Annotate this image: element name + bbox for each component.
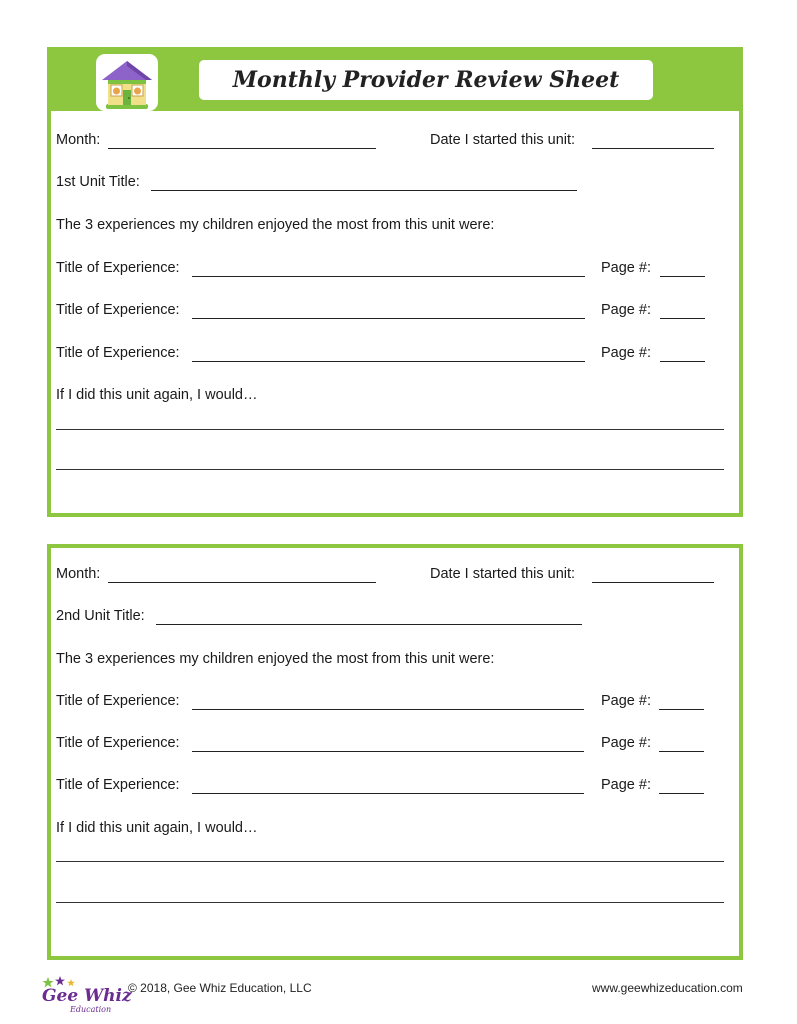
- unit-again-line-2[interactable]: [56, 469, 724, 470]
- page-number-label: Page #:: [601, 302, 651, 318]
- experiences-intro-text: The 3 experiences my children enjoyed the most from this unit were:: [56, 217, 495, 233]
- review-section-1: [47, 47, 743, 517]
- experience-title-field[interactable]: [192, 709, 584, 710]
- experience-title-label: Title of Experience:: [56, 302, 180, 318]
- experiences-intro: [51, 217, 739, 239]
- review-section-2: [47, 544, 743, 960]
- copyright-text: © 2018, Gee Whiz Education, LLC: [128, 981, 312, 995]
- brand-subtitle: Education: [70, 1005, 112, 1014]
- page-number-label: Page #:: [601, 777, 651, 793]
- page-number-field[interactable]: [659, 751, 704, 752]
- experience-row-1: [51, 693, 739, 715]
- experience-title-label: Title of Experience:: [56, 735, 180, 751]
- month-row: [51, 132, 739, 154]
- experiences-intro: [51, 651, 739, 673]
- unit-title-row: [51, 174, 739, 196]
- unit-again-line-2[interactable]: [56, 902, 724, 903]
- page-number-field[interactable]: [660, 361, 705, 362]
- page-number-field[interactable]: [659, 709, 704, 710]
- month-field[interactable]: [108, 582, 376, 583]
- unit-title-label: 2nd Unit Title:: [56, 608, 145, 624]
- page-title: [199, 60, 653, 100]
- experience-title-field[interactable]: [192, 318, 585, 319]
- unit-again-line-1[interactable]: [56, 429, 724, 430]
- unit-again-label: If I did this unit again, I would…: [56, 387, 258, 403]
- experience-row-1: [51, 260, 739, 282]
- unit-title-label: 1st Unit Title:: [56, 174, 140, 190]
- month-row: [51, 566, 739, 588]
- unit-again-line-1[interactable]: [56, 861, 724, 862]
- experience-row-2: [51, 302, 739, 324]
- date-started-label: Date I started this unit:: [430, 132, 576, 148]
- month-label: Month:: [56, 566, 101, 582]
- month-field[interactable]: [108, 148, 376, 149]
- page-number-label: Page #:: [601, 345, 651, 361]
- experience-title-label: Title of Experience:: [56, 693, 180, 709]
- experiences-intro-text: The 3 experiences my children enjoyed the most from this unit were:: [56, 651, 495, 667]
- unit-again-row: [51, 387, 739, 409]
- experience-title-field[interactable]: [192, 361, 585, 362]
- page-number-label: Page #:: [601, 260, 651, 276]
- date-started-label: Date I started this unit:: [430, 566, 576, 582]
- experience-row-2: [51, 735, 739, 757]
- experience-title-field[interactable]: [192, 793, 584, 794]
- website-link[interactable]: www.geewhizeducation.com: [592, 981, 743, 995]
- experience-title-label: Title of Experience:: [56, 345, 180, 361]
- experience-row-3: [51, 777, 739, 799]
- unit-title-field[interactable]: [156, 624, 582, 625]
- page-title-text: Monthly Provider Review Sheet: [232, 67, 620, 93]
- experience-row-3: [51, 345, 739, 367]
- page-number-label: Page #:: [601, 693, 651, 709]
- playhouse-icon: [96, 54, 158, 111]
- unit-title-field[interactable]: [151, 190, 577, 191]
- brand-logo: [40, 976, 132, 1016]
- experience-title-label: Title of Experience:: [56, 260, 180, 276]
- unit-again-label: If I did this unit again, I would…: [56, 820, 258, 836]
- experience-title-label: Title of Experience:: [56, 777, 180, 793]
- month-label: Month:: [56, 132, 101, 148]
- page-number-field[interactable]: [660, 318, 705, 319]
- experience-title-field[interactable]: [192, 276, 585, 277]
- experience-title-field[interactable]: [192, 751, 584, 752]
- brand-name: Gee Whiz: [42, 986, 132, 1006]
- date-started-field[interactable]: [592, 582, 714, 583]
- unit-again-row: [51, 820, 739, 842]
- page-number-label: Page #:: [601, 735, 651, 751]
- unit-title-row: [51, 608, 739, 630]
- date-started-field[interactable]: [592, 148, 714, 149]
- page-number-field[interactable]: [660, 276, 705, 277]
- page-number-field[interactable]: [659, 793, 704, 794]
